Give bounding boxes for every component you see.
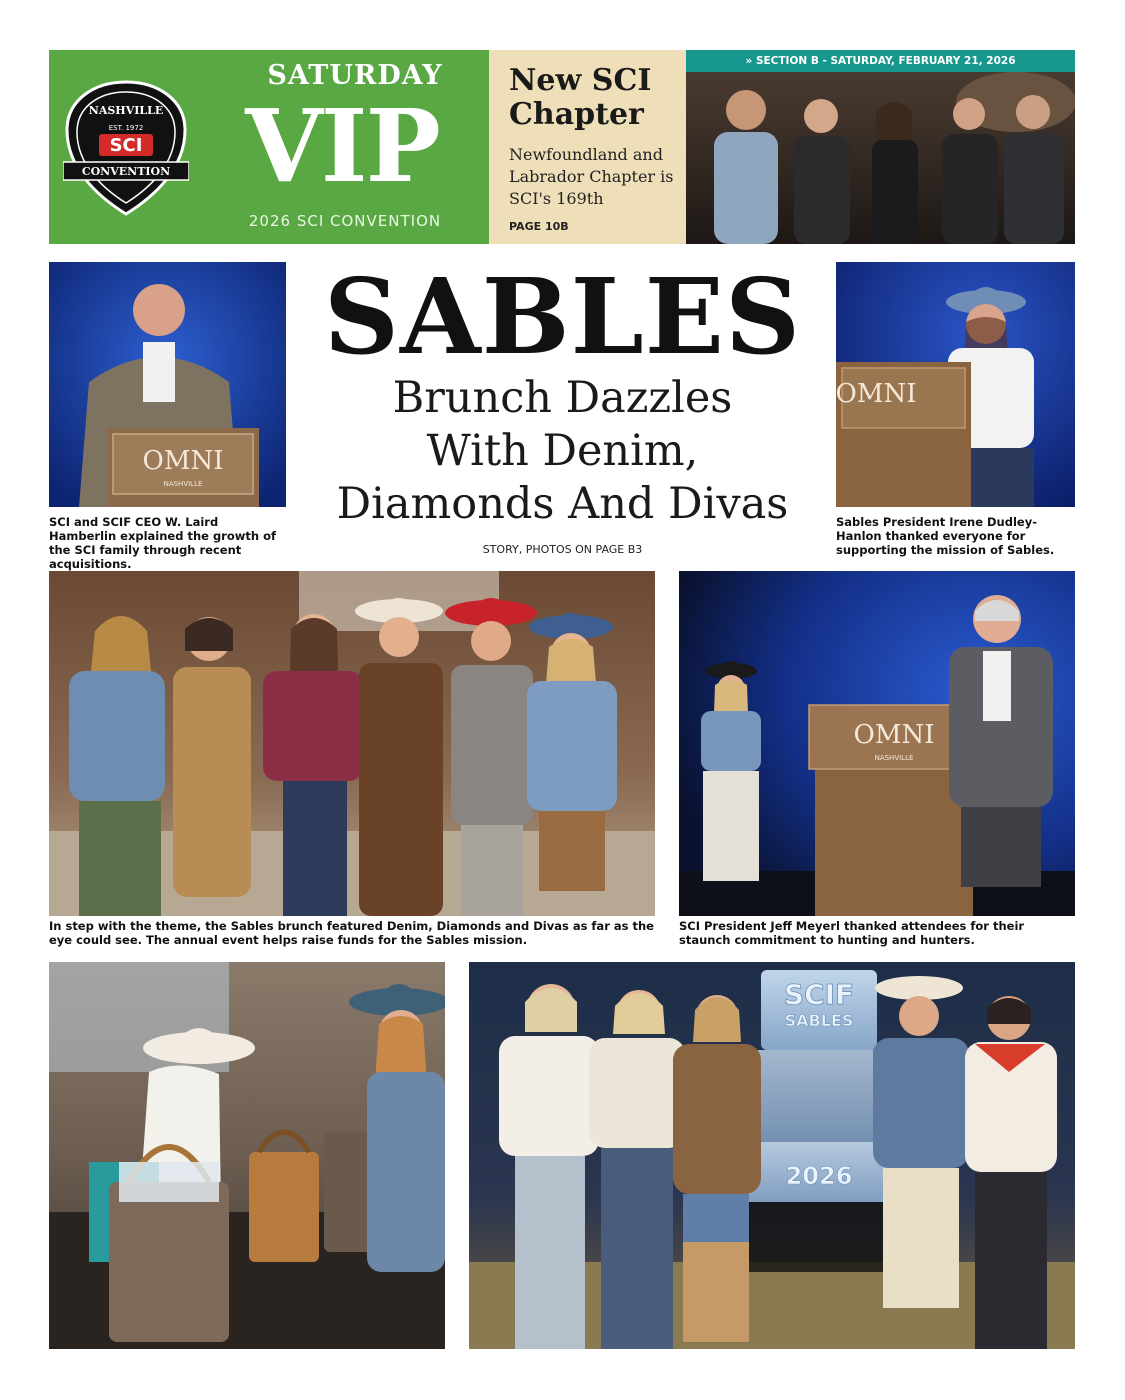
masthead-brand: VIP (245, 87, 439, 205)
ice-sculpture-line-1: SCIF (783, 978, 855, 1011)
section-date-bar: » SECTION B - SATURDAY, FEBRUARY 21, 2026 (686, 50, 1075, 72)
masthead-subtitle: 2026 SCI CONVENTION (248, 212, 442, 230)
chapter-group-photo (686, 72, 1075, 244)
auction-bags-photo (49, 962, 445, 1349)
main-headline: SABLES (323, 255, 802, 378)
teaser-headline: New SCI Chapter (509, 63, 652, 132)
masthead-day: SATURDAY (267, 60, 443, 91)
podium-sub-text-3: NASHVILLE (874, 754, 914, 762)
sables-group-photo (49, 571, 655, 916)
podium-logo-text-3: OMNI (853, 720, 935, 750)
logo-mark-text: SCI (109, 135, 143, 156)
sub-headline (300, 372, 825, 531)
logo-top-text: NASHVILLE (88, 104, 164, 117)
story-page-reference[interactable]: STORY, PHOTOS ON PAGE B3 (482, 543, 643, 556)
logo-bottom-text: CONVENTION (81, 165, 171, 178)
ice-sculpture-line-2: SABLES (784, 1011, 854, 1030)
caption-group: In step with the theme, the Sables brunch featured Denim, Diamonds and Divas as far as the eye could see. The annual event helps raise funds for the Sables mission. (49, 919, 654, 947)
teaser-page-ref: PAGE 10B (509, 220, 569, 233)
teaser-body: Newfoundland and Labrador Chapter is SCI's 169th (509, 145, 674, 208)
logo-est-text: EST. 1972 (108, 124, 144, 132)
caption-hamberlin: SCI and SCIF CEO W. Laird Hamberlin explained the growth of the SCI family through recent acquisitions. (49, 515, 276, 571)
dudley-hanlon-photo (836, 262, 1075, 507)
ice-sculpture-group-photo (469, 962, 1075, 1349)
podium-sub-text: NASHVILLE (163, 480, 203, 488)
meyerl-photo (679, 571, 1075, 916)
podium-logo-text: OMNI (142, 446, 224, 476)
caption-dudley-hanlon: Sables President Irene Dudley-Hanlon thanked everyone for supporting the mission of Sables. (836, 515, 1055, 557)
sub-headline-line-2: With Denim, (426, 426, 699, 476)
podium-logo-text-2: OMNI (836, 379, 917, 409)
sub-headline-line-3: Diamonds And Divas (336, 479, 789, 529)
ice-sculpture-line-3: 2026 (785, 1162, 853, 1190)
hamberlin-photo (49, 262, 286, 507)
sci-convention-logo (63, 78, 189, 218)
masthead-banner (49, 50, 489, 244)
sub-headline-line-1: Brunch Dazzles (392, 373, 733, 423)
teaser-box[interactable] (489, 50, 686, 244)
caption-meyerl: SCI President Jeff Meyerl thanked attendees for their staunch commitment to hunting and hunters. (679, 919, 1025, 947)
